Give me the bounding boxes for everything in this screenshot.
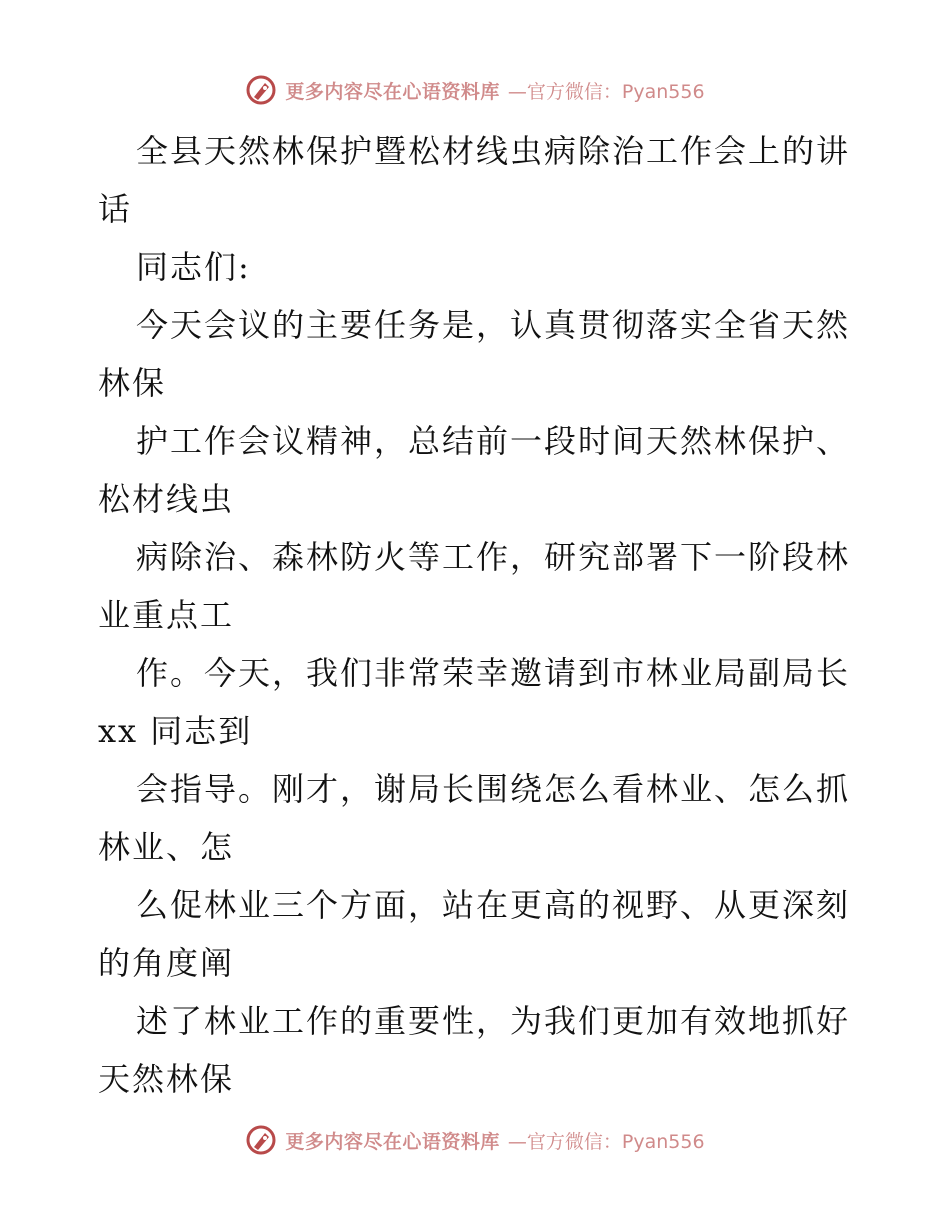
paragraph-line: 天然林保 (98, 1060, 235, 1098)
paragraph-line: 会指导。刚才，谢局长围绕怎么看林业、怎么抓 (136, 770, 851, 808)
paragraph-line: 么促林业三个方面，站在更高的视野、从更深刻 (136, 886, 851, 924)
paragraph-line: xx 同志到 (98, 712, 253, 750)
footer-brand-text: 更多内容尽在心语资料库 (285, 1130, 500, 1153)
paragraph-line: 的角度阐 (98, 944, 235, 982)
header-brand-text: 更多内容尽在心语资料库 (285, 80, 500, 103)
footer-contact-text: —官方微信：Pyan556 (507, 1130, 705, 1153)
paragraph-line: 护工作会议精神，总结前一段时间天然林保护、 (136, 422, 851, 460)
header-contact-text: —官方微信：Pyan556 (507, 80, 705, 103)
salutation: 同志们: (136, 248, 251, 286)
header-banner (0, 70, 950, 110)
paragraph-line: 林业、怎 (98, 828, 235, 866)
footer-banner (0, 1120, 950, 1160)
pen-nib-logo-icon (245, 1124, 277, 1156)
paragraph-line: 作。今天，我们非常荣幸邀请到市林业局副局长 (136, 654, 851, 692)
paragraph-line: 林保 (98, 364, 167, 402)
title-line-2: 话 (98, 190, 133, 228)
document-body (98, 122, 858, 1108)
paragraph-line: 病除治、森林防火等工作，研究部署下一阶段林 (136, 538, 851, 576)
paragraph-line: 业重点工 (98, 596, 235, 634)
title-line-1: 全县天然林保护暨松材线虫病除治工作会上的讲 (136, 132, 851, 170)
pen-nib-logo-icon (245, 74, 277, 106)
paragraph-line: 今天会议的主要任务是，认真贯彻落实全省天然 (136, 306, 851, 344)
paragraph-line: 松材线虫 (98, 480, 235, 518)
paragraph-line: 述了林业工作的重要性，为我们更加有效地抓好 (136, 1002, 851, 1040)
